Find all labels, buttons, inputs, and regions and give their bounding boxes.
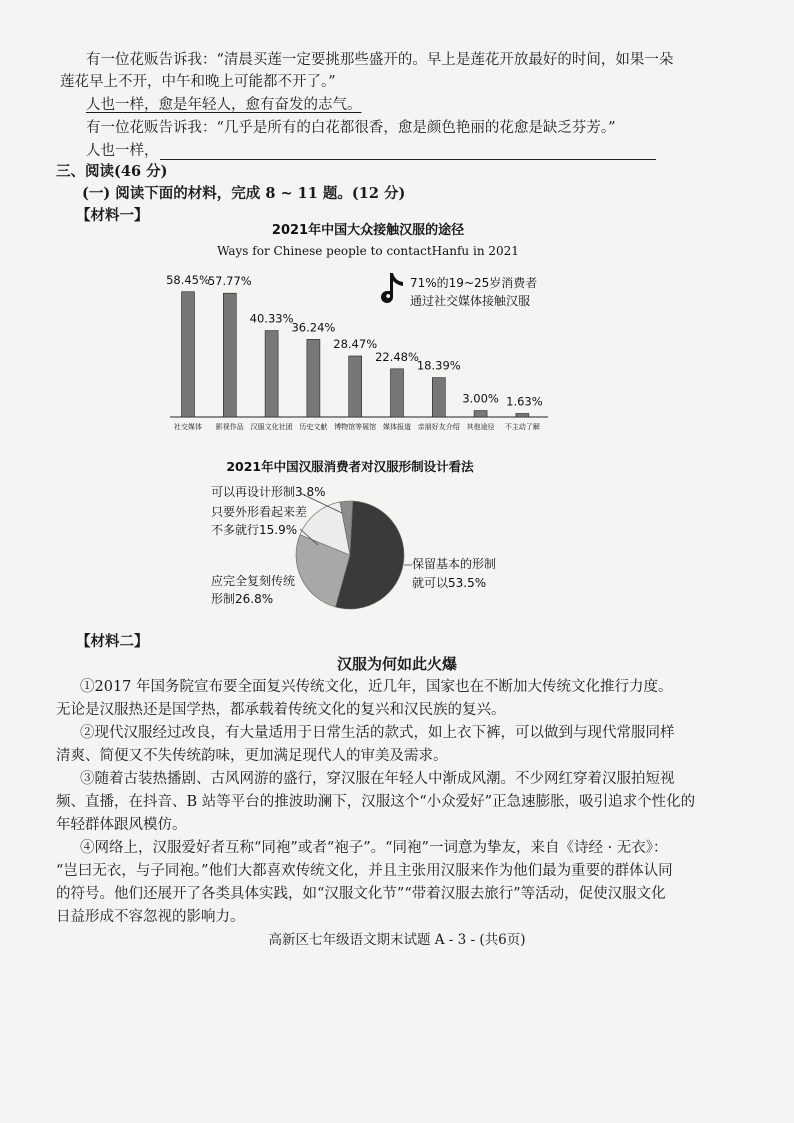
passage-line-2: 人也一样，愈是年轻人，愈有奋发的志气。 <box>86 97 362 113</box>
bar-category-label-7: 亲朋好友介绍 <box>417 423 460 431</box>
pie-slice-group <box>296 501 404 609</box>
bar-annotation-line2: 通过社交媒体接触汉服 <box>410 294 531 308</box>
bar-3 <box>265 331 278 417</box>
article-line-9: “岂曰无衣，与子同袍。”他们大都喜欢传统文化，并且主张用汉服来作为他们最为重要的群体认同 <box>56 863 673 879</box>
answer-blank-line[interactable] <box>160 159 656 160</box>
article-line-11: 日益形成不容忽视的影响力。 <box>56 909 245 925</box>
passage-line-3: 有一位花贩告诉我：“几乎是所有的白花都很香，愈是颜色艳丽的花愈是缺乏芬芳。” <box>86 120 616 136</box>
article-line-4: 清爽、简便又不失传统韵味，更加满足现代人的审美及需求。 <box>56 748 448 764</box>
bar-category-label-6: 媒体报道 <box>383 423 411 431</box>
bar-category-label-8: 其他途径 <box>466 423 495 431</box>
bar-value-label-7: 18.39% <box>416 358 461 373</box>
pie-label-2-line1: 只要外形看起来差 <box>211 505 308 519</box>
bar-8 <box>474 411 487 417</box>
page-footer: 高新区七年级语文期末试题 A - 3 - (共6页) <box>268 932 526 948</box>
article-line-5: ③随着古装热播剧、古风网游的盛行，穿汉服在年轻人中渐成风潮。不少网红穿着汉服拍短视 <box>80 771 675 787</box>
material2-label: 【材料二】 <box>76 633 149 650</box>
bar-value-label-8: 3.00% <box>462 391 499 406</box>
pie-label-1-line2: 形制26.8% <box>211 592 274 606</box>
bar-annotation-line1: 71%的19~25岁消费者 <box>410 276 538 290</box>
bar-2 <box>223 293 236 417</box>
pie-chart-title: 2021年中国汉服消费者对汉服形制设计看法 <box>226 459 474 474</box>
article-line-7: 年轻群体跟风模仿。 <box>56 817 187 833</box>
bar-value-label-9: 1.63% <box>506 394 543 409</box>
pie-label-1-line1: 应完全复刻传统 <box>211 574 296 588</box>
bar-5 <box>349 356 362 417</box>
bar-category-label-4: 历史文献 <box>299 423 328 431</box>
bar-6 <box>391 369 404 417</box>
bar-value-label-6: 22.48% <box>375 349 419 364</box>
bar-value-label-1: 58.45% <box>166 272 210 287</box>
bar-category-label-3: 汉服文化社团 <box>250 423 293 431</box>
article-title: 汉服为何如此火爆 <box>336 655 457 673</box>
pie-label-2-line2: 不多就行15.9% <box>211 523 298 537</box>
bar-chart-subtitle: Ways for Chinese people to contactHanfu in 2021 <box>217 244 519 258</box>
bar-category-label-5: 博物馆等展馆 <box>334 423 377 431</box>
bar-category-label-1: 社交媒体 <box>174 423 202 431</box>
article-line-1: ①2017 年国务院宣布要全面复兴传统文化，近几年，国家也在不断加大传统文化推行力度。 <box>80 679 673 695</box>
pie-label-0-line2: 就可以53.5% <box>412 576 487 590</box>
bar-category-label-2: 影视作品 <box>215 423 244 431</box>
bar-value-label-5: 28.47% <box>333 336 378 351</box>
article-line-3: ②现代汉服经过改良，有大量适用于日常生活的款式，如上衣下裤，可以做到与现代常服同样 <box>80 725 675 741</box>
pie-label-3-line1: 可以再设计形制3.8% <box>211 485 326 499</box>
article-line-6: 频、直播，在抖音、B 站等平台的推波助澜下，汉服这个“小众爱好”正急速膨胀，吸引追求个性化的 <box>56 794 696 810</box>
bar-7 <box>432 378 445 417</box>
article-line-2: 无论是汉服热还是国学热，都承载着传统文化的复兴和汉民族的复兴。 <box>56 702 506 718</box>
pie-label-0-line1: 保留基本的形制 <box>412 557 497 571</box>
material1-label: 【材料一】 <box>76 207 149 224</box>
bar-chart-title: 2021年中国大众接触汉服的途径 <box>271 223 465 238</box>
passage-line-4: 人也一样， <box>86 143 159 159</box>
article-line-10: 的符号。他们还展开了各类具体实践，如“汉服文化节”“带着汉服去旅行”等活动，促使汉服文化 <box>56 886 666 902</box>
bar-value-label-4: 36.24% <box>291 320 336 335</box>
bar-1 <box>182 292 195 417</box>
bar-chart <box>0 215 794 445</box>
bar-4 <box>307 339 320 417</box>
passage-line-1a: 有一位花贩告诉我：“清晨买莲一定要挑那些盛开的。早上是莲花开放最好的时间，如果一朵 <box>86 52 674 68</box>
bar-9 <box>516 414 529 417</box>
bar-value-label-2: 57.77% <box>207 274 252 289</box>
article-line-8: ④网络上，汉服爱好者互称“同袍”或者“袍子”。“同袍”一词意为挚友，来自《诗经 · 无衣》： <box>80 840 668 856</box>
sub-heading: (一) 阅读下面的材料，完成 8 ~ 11 题。(12 分) <box>82 185 406 202</box>
music-note-icon <box>381 273 403 303</box>
bar-category-label-9: 不主动了解 <box>504 423 540 431</box>
section-heading: 三、阅读(46 分) <box>56 163 168 180</box>
pie-chart <box>0 455 794 625</box>
passage-line-1b: 莲花早上不开，中午和晚上可能都不开了。” <box>60 74 336 90</box>
bar-value-label-3: 40.33% <box>249 311 294 326</box>
